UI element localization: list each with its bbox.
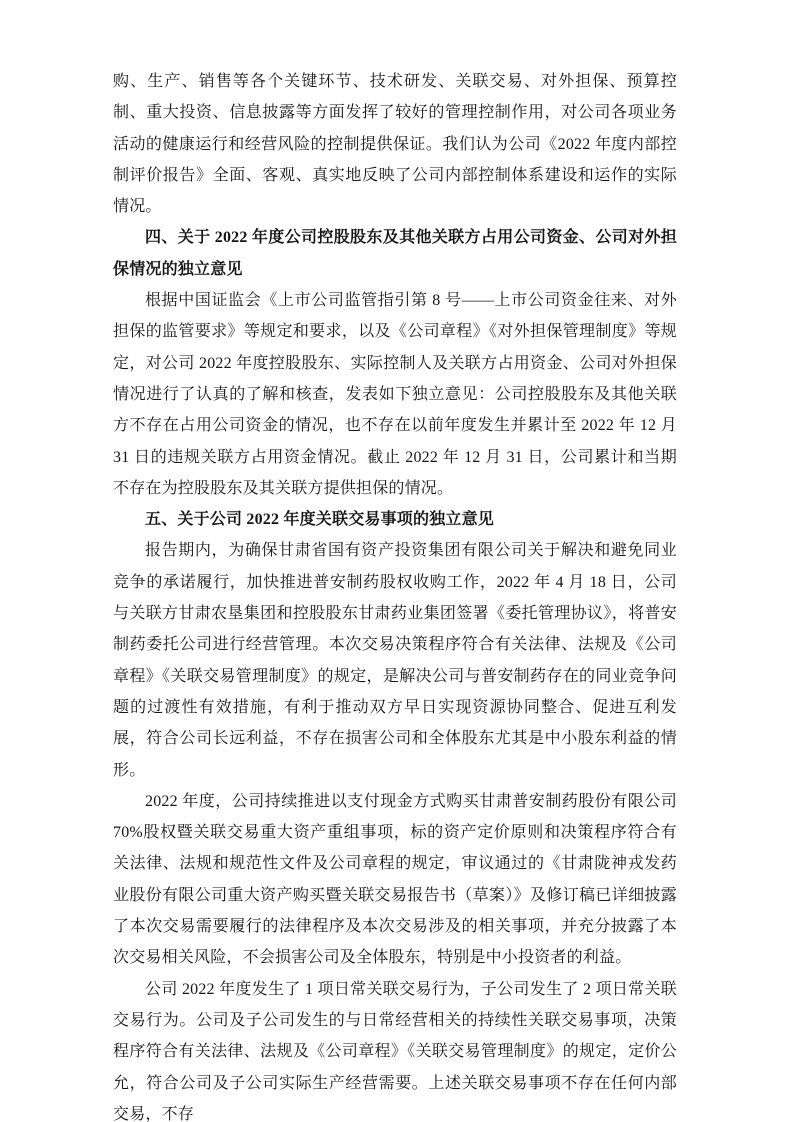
paragraph-internal-control-continuation: 购、生产、销售等各个关键环节、技术研发、关联交易、对外担保、预算控制、重大投资、信息披露等方面发挥了较好的管理控制作用，对公司各项业务活动的健康运行和经营风险的控制提供保证。我们认为公司《2022 年度内部控制评价报告》全面、客观、真实地反映了公司内部控制体系建设和运作的实际情况。 <box>113 73 677 216</box>
section-4-paragraph: 根据中国证监会《上市公司监管指引第 8 号——上市公司资金往来、对外担保的监管要求》等规定和要求，以及《公司章程》《对外担保管理制度》等规定，对公司 2022 年度控股股东、实际控制人及关联方占用资金、公司对外担保情况进行了认真的了解和核查，发表如下独立意见：公司控股股东及其他关联方不存在占用公司资金的情况，也不存在以前年度发生并累计至 2022 年 12 月 31 日的违规关联方占用资金情况。截止 2022 年 12 月 31 日，公司累计和当期不存在为控股股东及其关联方提供担保的情况。 <box>113 292 677 497</box>
section-5-paragraph-1: 报告期内，为确保甘肃省国有资产投资集团有限公司关于解决和避免同业竞争的承诺履行，加快推进普安制药股权收购工作，2022 年 4 月 18 日，公司与关联方甘肃农垦集团和控股股东甘肃药业集团签署《委托管理协议》，将普安制药委托公司进行经营管理。本次交易决策程序符合有关法律、法规及《公司章程》《关联交易管理制度》的规定，是解决公司与普安制药存在的同业竞争问题的过渡性有效措施，有利于推动双方早日实现资源协同整合、促进互利发展，符合公司长远利益，不存在损害公司和全体股东尤其是中小股东利益的情形。 <box>113 542 677 779</box>
document-body <box>113 66 677 1122</box>
section-5-paragraph-2: 2022 年度，公司持续推进以支付现金方式购买甘肃普安制药股份有限公司 70%股权暨关联交易重大资产重组事项，标的资产定价原则和决策程序符合有关法律、法规和规范性文件及公司章程的规定，审议通过的《甘肃陇神戎发药业股份有限公司重大资产购买暨关联交易报告书（草案）》及修订稿已详细披露了本次交易需要履行的法律程序及本次交易涉及的相关事项，并充分披露了本次交易相关风险，不会损害公司及全体股东，特别是中小投资者的利益。 <box>113 792 677 967</box>
section-5-heading: 五、关于公司 2022 年度关联交易事项的独立意见 <box>145 511 495 529</box>
section-5-paragraph-3: 公司 2022 年度发生了 1 项日常关联交易行为，子公司发生了 2 项日常关联交易行为。公司及子公司发生的与日常经营相关的持续性关联交易事项，决策程序符合有关法律、法规及《公司章程》《关联交易管理制度》的规定，定价公允，符合公司及子公司实际生产经营需要。上述关联交易事项不存在任何内部交易，不存 <box>113 980 677 1122</box>
section-4-heading: 四、关于 2022 年度公司控股股东及其他关联方占用公司资金、公司对外担保情况的独立意见 <box>113 229 677 278</box>
